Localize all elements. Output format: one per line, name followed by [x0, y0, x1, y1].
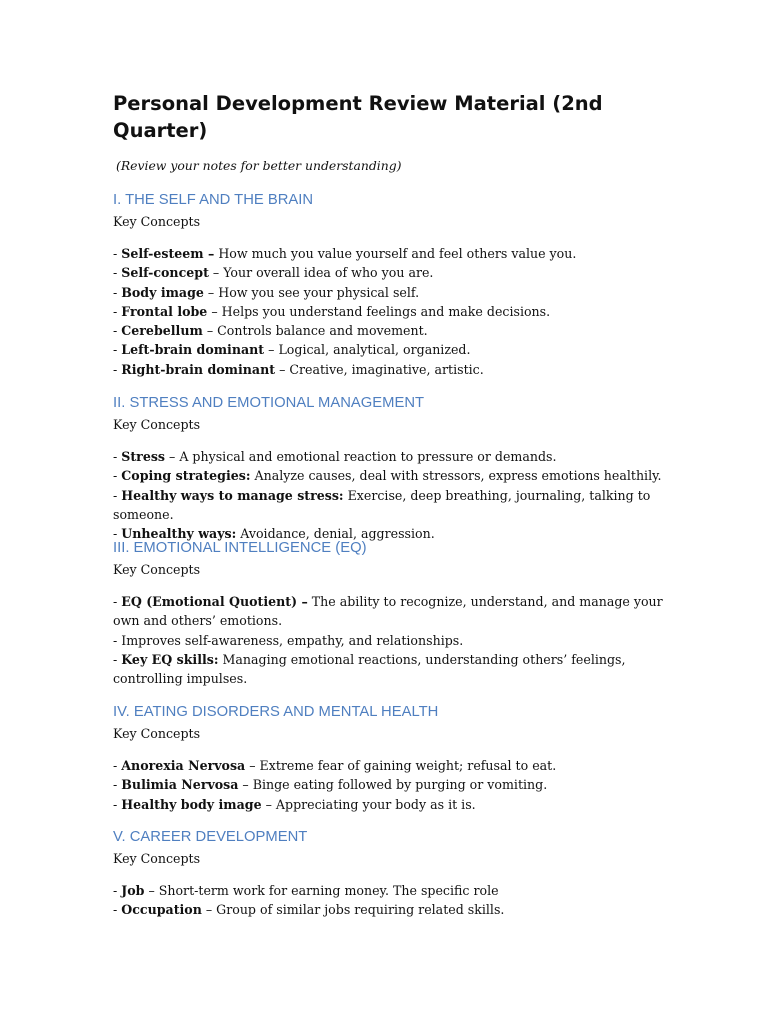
list-item: - Healthy ways to manage stress: Exercise, deep breathing, journaling, talking to someone. — [113, 487, 651, 522]
list-item: - Key EQ skills: Managing emotional reactions, understanding others’ feelings, controlling impulses. — [113, 651, 626, 687]
term: Anorexia Nervosa — [121, 758, 246, 773]
term: Left-brain dominant — [121, 342, 265, 358]
list-item: - Occupation – Group of similar jobs requiring related skills. — [113, 902, 505, 918]
concept-list — [113, 756, 673, 814]
concept-list — [113, 244, 673, 379]
definition: – Controls balance and movement. — [202, 323, 428, 339]
concept-list — [113, 447, 673, 543]
definition: Avoidance, denial, aggression. — [236, 526, 435, 542]
key-concepts-label: Key Concepts — [113, 851, 201, 866]
section-heading: V. CAREER DEVELOPMENT — [113, 829, 308, 845]
section-emotional-intelligence — [113, 538, 673, 688]
definition: – Helps you understand feelings and make decisions. — [207, 303, 551, 319]
list-item: - EQ (Emotional Quotient) – The ability to recognize, understand, and manage your own and others’ emotions. — [113, 594, 663, 629]
term: Coping strategies: — [121, 468, 251, 484]
term: Stress — [121, 449, 166, 464]
definition: – A physical and emotional reaction to pressure or demands. — [165, 449, 557, 464]
page-title: Personal Development Review Material (2nd Quarter) — [113, 92, 603, 142]
list-item: - Bulimia Nervosa – Binge eating followed by purging or vomiting. — [113, 777, 548, 793]
list-item: - Self-esteem – How much you value yourself and feel others value you. — [113, 246, 577, 261]
definition: The ability to recognize, understand, and manage your own and others’ emotions. — [113, 594, 663, 629]
term: Frontal lobe — [121, 303, 208, 319]
term: Occupation — [121, 902, 202, 918]
term: Cerebellum — [121, 323, 203, 339]
list-item: - Frontal lobe – Helps you understand feelings and make decisions. — [113, 303, 551, 319]
key-concepts-label: Key Concepts — [113, 562, 201, 577]
section-career-development — [113, 827, 673, 920]
definition: Exercise, deep breathing, journaling, talking to someone. — [113, 487, 651, 522]
term: Right-brain dominant — [121, 361, 276, 377]
concept-list — [113, 881, 673, 920]
definition: Analyze causes, deal with stressors, express emotions healthily. — [250, 468, 662, 484]
term: Self-esteem – — [121, 246, 215, 261]
section-stress-management — [113, 393, 673, 543]
definition: – Your overall idea of who you are. — [208, 265, 434, 281]
term: Body image — [121, 284, 204, 300]
list-item: - Healthy body image – Appreciating your body as it is. — [113, 796, 476, 812]
list-item: - Anorexia Nervosa – Extreme fear of gaining weight; refusal to eat. — [113, 758, 557, 773]
concept-list — [113, 592, 673, 688]
list-item: - Unhealthy ways: Avoidance, denial, aggression. — [113, 526, 435, 542]
definition: – Group of similar jobs requiring related skills. — [201, 902, 505, 918]
key-concepts-label: Key Concepts — [113, 417, 201, 432]
term: Job — [121, 883, 145, 898]
term: Healthy ways to manage stress: — [121, 487, 344, 503]
section-eating-disorders — [113, 702, 673, 814]
section-heading: III. EMOTIONAL INTELLIGENCE (EQ) — [113, 540, 367, 556]
definition: – Binge eating followed by purging or vomiting. — [238, 777, 548, 793]
definition: Managing emotional reactions, understanding others’ feelings, controlling impulses. — [113, 651, 626, 687]
definition: Improves self-awareness, empathy, and relationships. — [121, 632, 464, 648]
section-heading: I. THE SELF AND THE BRAIN — [113, 192, 314, 208]
list-item: - Cerebellum – Controls balance and movement. — [113, 323, 428, 339]
list-item: - Coping strategies: Analyze causes, deal with stressors, express emotions healthily. — [113, 468, 662, 484]
term: Healthy body image — [121, 796, 262, 812]
list-item: - Self-concept – Your overall idea of who you are. — [113, 265, 434, 281]
key-concepts-label: Key Concepts — [113, 726, 201, 741]
list-item: - Job – Short-term work for earning money. The specific role — [113, 883, 499, 898]
term: Unhealthy ways: — [121, 526, 237, 542]
list-item: - Stress – A physical and emotional reaction to pressure or demands. — [113, 449, 557, 464]
definition: – Extreme fear of gaining weight; refusal to eat. — [245, 758, 557, 773]
list-item: - Left-brain dominant – Logical, analytical, organized. — [113, 342, 471, 358]
term: Bulimia Nervosa — [121, 777, 239, 793]
section-heading: IV. EATING DISORDERS AND MENTAL HEALTH — [113, 704, 439, 720]
section-heading: II. STRESS AND EMOTIONAL MANAGEMENT — [113, 395, 425, 411]
term: Self-concept — [121, 265, 209, 281]
definition: – Creative, imaginative, artistic. — [275, 361, 484, 377]
page-subtitle: (Review your notes for better understanding) — [116, 158, 402, 173]
list-item: - Right-brain dominant – Creative, imaginative, artistic. — [113, 361, 484, 377]
definition: – Short-term work for earning money. The specific role — [144, 883, 499, 898]
definition: – Logical, analytical, organized. — [264, 342, 471, 358]
term: EQ (Emotional Quotient) – — [121, 594, 308, 609]
definition: How much you value yourself and feel others value you. — [214, 246, 577, 261]
key-concepts-label: Key Concepts — [113, 214, 201, 229]
definition: – Appreciating your body as it is. — [261, 796, 476, 812]
definition: – How you see your physical self. — [203, 284, 420, 300]
section-self-and-brain — [113, 190, 673, 379]
list-item: - Body image – How you see your physical self. — [113, 284, 420, 300]
list-item: - Improves self-awareness, empathy, and relationships. — [113, 632, 464, 648]
term: Key EQ skills: — [121, 651, 219, 667]
